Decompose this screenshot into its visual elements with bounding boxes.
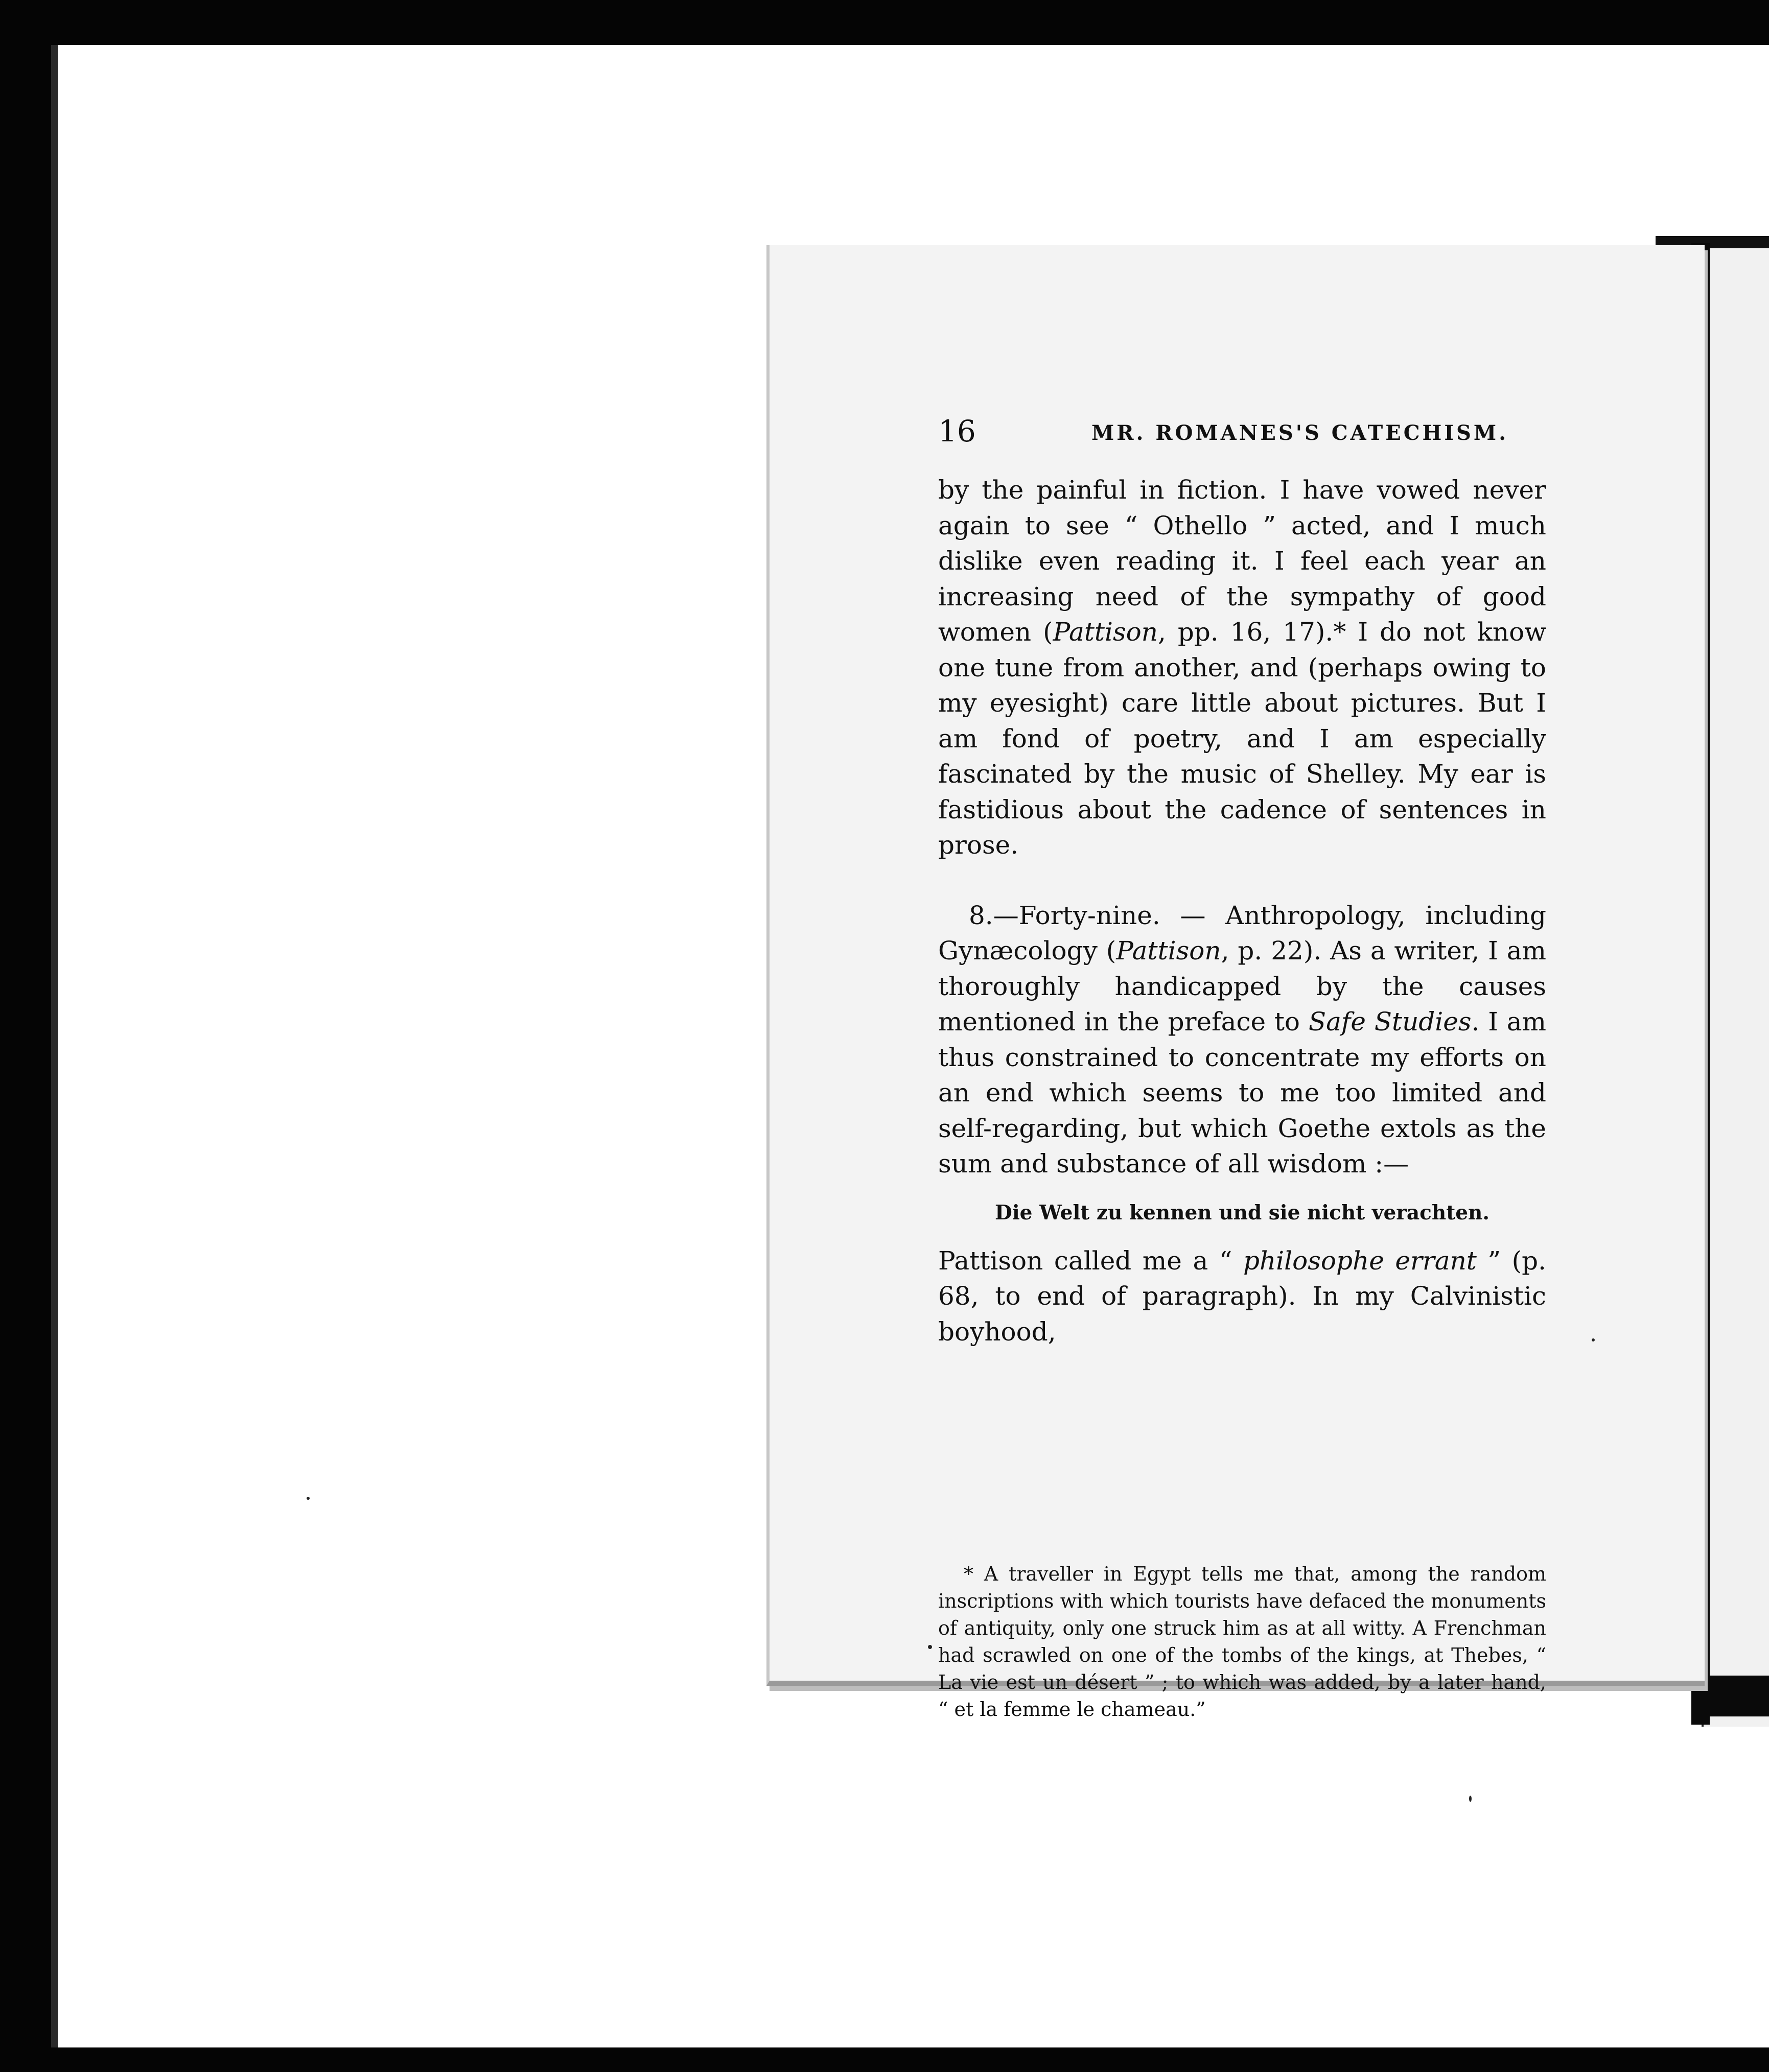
- italic-book-title: Safe Studies: [1308, 1007, 1472, 1037]
- paragraph-1: by the painful in fiction. I have vowed never again to see “ Othello ” acted, and I much dislike even reading it. I feel each year an increasing need of the sympathy of good women (Pattison, pp. 16, 17).* I do not know one tune from another, and (perhaps owing to my eyesight) care little about pictures. But I am fond of poetry, and I am especially fascinated by the music of Shelley. My ear is fastidious about the cadence of sentences in prose.: [938, 475, 1546, 860]
- paragraph-3: Pattison called me a “ philosophe errant ” (p. 68, to end of paragraph). In my Calvinistic boyhood,: [938, 1245, 1546, 1347]
- footnote: [938, 1561, 1546, 1723]
- book-page: [766, 245, 1705, 1721]
- italic-citation: Pattison: [1053, 617, 1158, 647]
- body-text: [938, 473, 1546, 1350]
- scan-border-bottom: [0, 2047, 1769, 2072]
- page-number: 16: [938, 414, 976, 449]
- adjacent-page-edge: [1702, 240, 1769, 1727]
- scan-border-left: [0, 0, 56, 2072]
- italic-citation: Pattison: [1116, 936, 1221, 966]
- page-header: [938, 414, 1669, 455]
- paragraph-2: 8.—Forty-nine. — Anthropology, including Gynæcology (Pattison, p. 22). As a writer, I am thoroughly handicapped by the causes mentioned in the preface to Safe Studies. I am thus constrained to concentrate my efforts on an end which seems to me too limited and self-regarding, but which Goethe extols as the sum and substance of all wisdom :—: [938, 900, 1547, 1179]
- scan-border-top: [0, 0, 1769, 45]
- italic-phrase: philosophe errant: [1243, 1245, 1477, 1276]
- footnote-text: * A traveller in Egypt tells me that, among the random inscriptions with which tourists have defaced the monuments of antiquity, only one struck him as at all witty. A Frenchman had scrawled on one of the tombs of the kings, at Thebes, “ La vie est un désert ” ; to which was added, by a later hand, “ et la femme le chameau.”: [938, 1563, 1546, 1721]
- scan-speck: [928, 1645, 932, 1649]
- scan-speck: [307, 1497, 310, 1500]
- scan-border-left-edge: [51, 45, 58, 2047]
- scan-speck: [1592, 1338, 1595, 1341]
- scan-speck: [1469, 1796, 1472, 1802]
- running-title: MR. ROMANES'S CATECHISM.: [1091, 421, 1509, 445]
- block-quote: Die Welt zu kennen und sie nicht verachten.: [995, 1200, 1489, 1225]
